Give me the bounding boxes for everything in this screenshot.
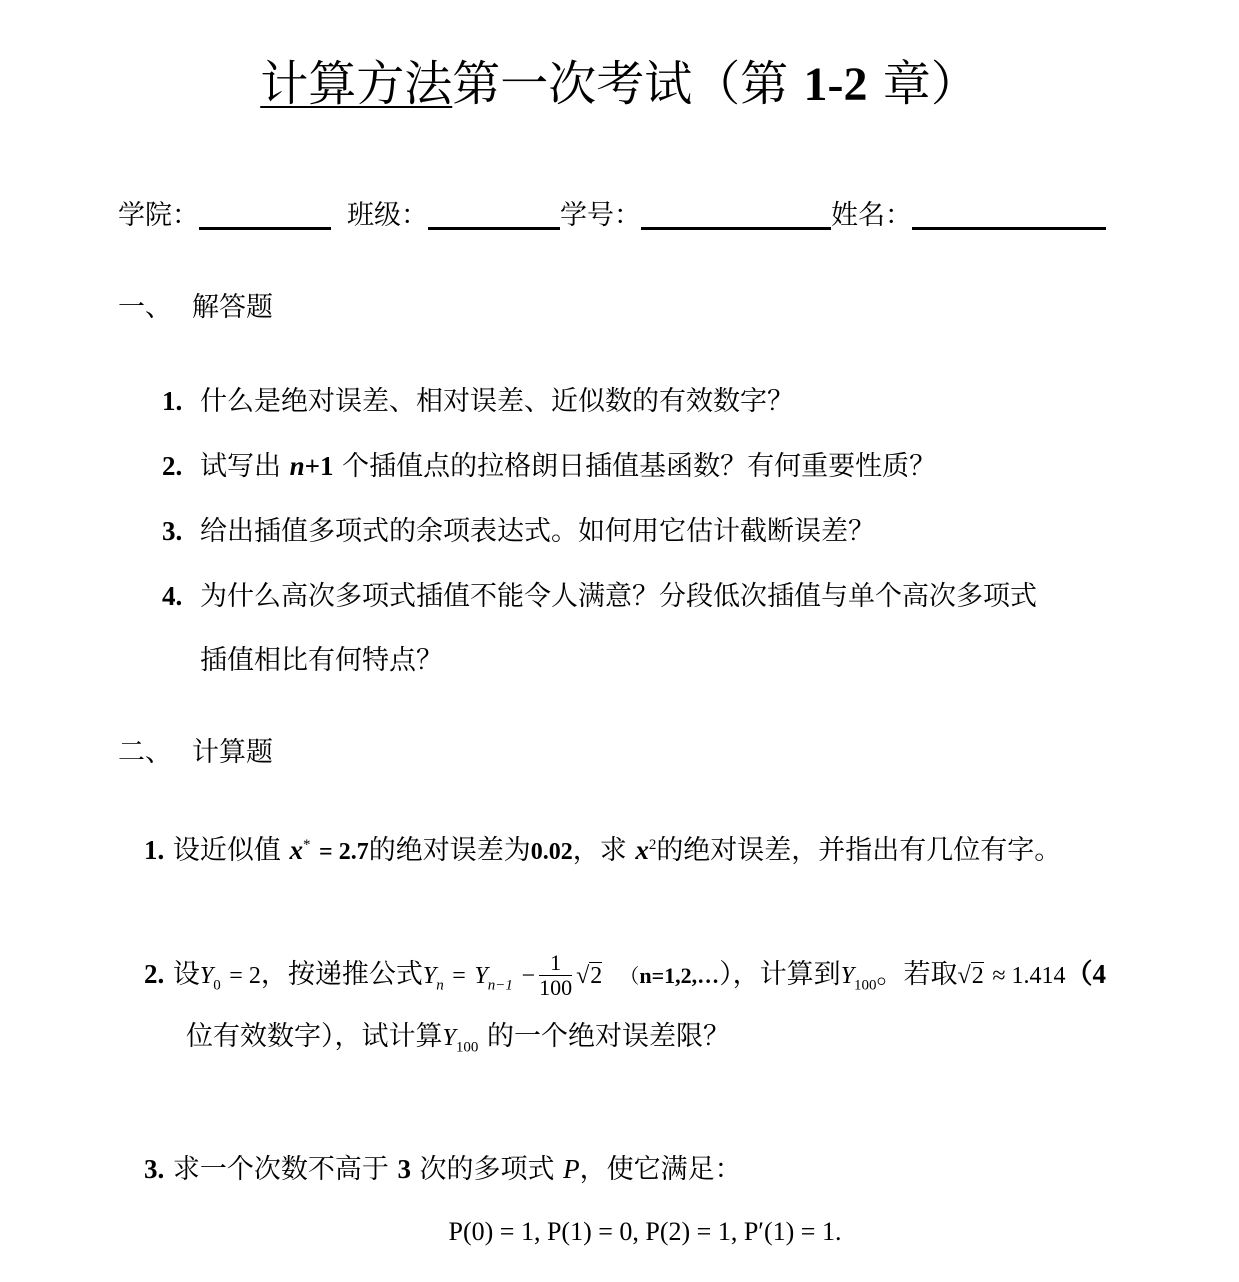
q3-text-1: 求一个次数不高于 [172, 1154, 389, 1185]
question-text: 为什么高次多项式插值不能令人满意？分段低次插值与单个高次多项式 [200, 581, 1037, 612]
page-title [0, 52, 1239, 117]
sqrt-radicand: 2 [590, 963, 603, 989]
name-blank[interactable] [912, 201, 1106, 230]
math-error: 0.02 [530, 839, 573, 865]
math-sub-100: 100 [455, 1039, 479, 1056]
q1-text-2: 的绝对误差为 [368, 835, 531, 866]
class-blank[interactable] [428, 201, 560, 230]
math-sqrt: √2 [957, 963, 984, 989]
math-sub-n-1: n−1 [487, 977, 513, 994]
q2-text-6: 位有效数字），试计算 [186, 1021, 443, 1052]
math-Y: Y [840, 963, 855, 989]
name-label: 姓名： [831, 200, 912, 231]
math-approx: ≈ 1.414 [992, 963, 1066, 989]
math-square: 2 [648, 837, 657, 853]
question-number: 4. [162, 581, 183, 611]
section-2-number: 二、 [118, 737, 172, 768]
math-Y: Y [474, 963, 488, 989]
question-number: 3. [144, 1154, 165, 1184]
math-x: x [289, 835, 303, 865]
student-id-blank[interactable] [641, 201, 831, 230]
question-number: 3. [162, 516, 183, 546]
q2-text-1: 设 [172, 959, 200, 990]
s1-question-4 [162, 576, 1037, 617]
question-text: 插值相比有何特点？ [200, 645, 443, 676]
question-number: 2. [162, 451, 183, 481]
section-2-title: 计算题 [192, 737, 273, 768]
paren-open: （ [619, 964, 640, 988]
math-plus-one: +1 [304, 451, 334, 481]
college-blank[interactable] [199, 201, 331, 230]
class-label: 班级： [347, 200, 428, 231]
math-initial: = 2 [229, 963, 261, 989]
section-2-heading [118, 733, 273, 773]
q1-text-1: 设近似值 [172, 835, 281, 866]
math-Y: Y [422, 963, 437, 989]
q1-text-4: 的绝对误差，并指出有几位有字。 [656, 835, 1062, 866]
college-label: 学院： [118, 200, 199, 231]
question-text: 给出插值多项式的余项表达式。如何用它估计截断误差？ [200, 516, 875, 547]
math-Y: Y [199, 963, 214, 989]
question-number: 2. [144, 959, 165, 989]
student-id-label: 学号： [560, 200, 641, 231]
math-n: n [289, 451, 305, 481]
section-1-heading [118, 288, 273, 328]
student-info-line [118, 196, 1106, 236]
q3-conditions-equation [0, 1212, 1239, 1252]
s1-question-4-continued [200, 641, 443, 681]
section-1-title: 解答题 [192, 292, 273, 323]
question-text-post: 个插值点的拉格朗日插值基函数？有何重要性质？ [342, 451, 937, 482]
s1-question-2 [162, 446, 936, 487]
s1-question-3 [162, 511, 875, 552]
question-text-pre: 试写出 [200, 451, 281, 482]
degree: 3 [397, 1154, 411, 1184]
math-star: * [302, 837, 311, 853]
q3-text-2: 次的多项式 [419, 1154, 555, 1185]
math-sub-n: n [436, 977, 444, 994]
math-equals: = [452, 963, 466, 989]
s2-question-1 [144, 825, 1061, 872]
q2-text-2: ，按递推公式 [260, 959, 423, 990]
math-sqrt: √2 [576, 963, 603, 989]
s2-question-2-continued [186, 1017, 730, 1067]
math-value: = 2.7 [319, 839, 369, 865]
question-number: 1. [144, 835, 165, 865]
question-text: 什么是绝对误差、相对误差、近似数的有效数字？ [200, 386, 794, 417]
title-course: 计算方法 [260, 56, 453, 112]
q2-text-7: 的一个绝对误差限？ [486, 1021, 730, 1052]
math-P: P [563, 1154, 580, 1184]
math-fraction [539, 951, 572, 1000]
q3-text-3: ，使它满足： [579, 1154, 742, 1185]
title-rest: 第一次考试（第 [452, 56, 789, 112]
math-Y: Y [442, 1025, 456, 1051]
title-end: 章） [882, 56, 979, 112]
sqrt-radicand: 2 [971, 963, 984, 989]
fraction-numerator: 1 [539, 951, 572, 976]
s2-question-2 [144, 948, 1106, 1011]
question-number: 1. [162, 386, 183, 416]
fraction-denominator: 100 [539, 975, 573, 1000]
section-1-number: 一、 [118, 292, 172, 323]
q1-text-3: ，求 [572, 835, 627, 866]
s2-question-3 [144, 1149, 742, 1190]
s1-question-1 [162, 381, 794, 422]
n-range: n=1,2,… [639, 963, 720, 988]
math-sub-0: 0 [213, 977, 221, 994]
q2-text-5: （4 [1065, 959, 1106, 989]
math-x: x [635, 835, 649, 865]
title-chapters: 1-2 [803, 58, 868, 111]
math-sub-100: 100 [854, 977, 877, 994]
q2-text-4: 。若取 [876, 959, 958, 990]
equation-text: P(0) = 1, P(1) = 0, P(2) = 1, P′(1) = 1. [448, 1217, 842, 1246]
math-minus: − [521, 963, 536, 989]
q2-text-3: ），计算到 [719, 959, 841, 990]
